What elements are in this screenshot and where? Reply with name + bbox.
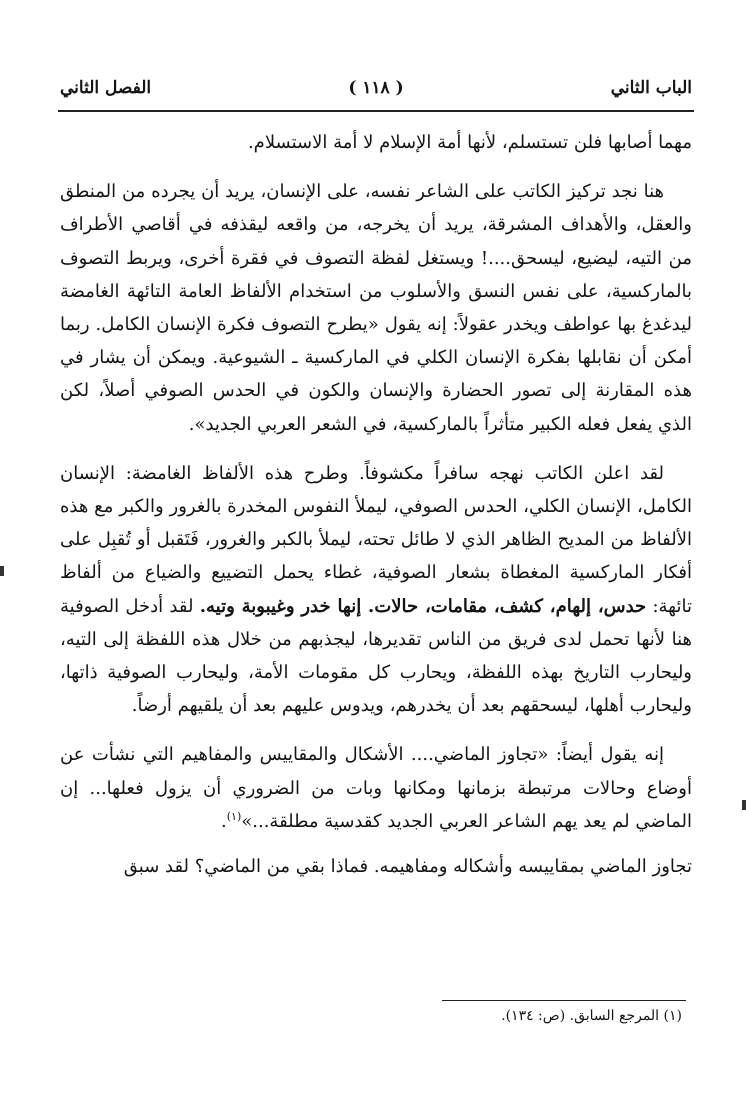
paragraph-3 [60, 457, 692, 723]
section-title: الفصل الثاني [60, 78, 152, 98]
paragraph-3-terms: حدس، إلهام، كشف، مقامات، حالات. إنها خدر وغيبوبة وتيه. [199, 595, 647, 617]
page-number: ( ١١٨ ) [348, 78, 404, 98]
scan-edge-mark [742, 800, 746, 810]
paragraph-4-quote: إنه يقول أيضاً: «تجاوز الماضي.... الأشكال والمقاييس والمفاهيم التي نشأت عن أوضاع وحالات مرتبطة بزمانها ومكانها وبات من الضروري أن يزول فعلها... إن الماضي لم يعد يهم الشاعر العربي الجديد كقدسية مطلقة...» [60, 744, 692, 832]
header-divider [58, 110, 694, 112]
scan-edge-mark [0, 566, 4, 576]
page-header [60, 76, 692, 106]
paragraph-1: مهما أصابها فلن تستسلم، لأنها أمة الإسلام لا أمة الاستسلام. [247, 132, 692, 153]
paragraph-2: هنا نجد تركيز الكاتب على الشاعر نفسه، على الإنسان، يريد أن يجرده من المنطق والعقل، والأهداف المشرقة، يريد أن يخرجه، من واقعه ليقذفه في أقاصي الأطراف من التيه، ليضيع، ليسحق....! ويستغل لفظة التصوف في فقرة أخرى، ويربط التصوف بالماركسية، على نفس النسق والأسلوب من استخدام الألفاظ العامة التائهة الغامضة ليدغدغ بها عواطف ويخدر عقولاً: إنه يقول «يطرح التصوف فكرة الإنسان الكامل. ربما أمكن أن نقابلها بفكرة الإنسان الكلي في الماركسية ـ الشيوعية. ويمكن أن يشار في هذه المقارنة إلى تصور الحضارة والإنسان والكون في الحدس الصوفي أصلاً، لكن الذي يفعل فعله الكبير متأثراً بالماركسية، في الشعر العربي الجديد». [60, 181, 692, 435]
body-text [60, 126, 692, 899]
chapter-title: الباب الثاني [610, 78, 692, 98]
paragraph-3-rest: لقد أدخل الصوفية هنا لأنها تحمل لدى فريق من الناس تقديرها، ليجذبهم من خلال هذه اللفظة إلى التيه، وليحارب التاريخ بهذه اللفظة، ويحارب كل مقومات الأمة، وليحارب الصوفية ذاتها، وليحارب أهلها، ليسحقهم بعد أن يخدرهم، ويدوس عليهم بعد أن يلقيهم أرضاً. [60, 595, 692, 717]
paragraph-5: تجاوز الماضي بمقاييسه وأشكاله ومفاهيمه. فماذا بقي من الماضي؟ لقد سبق [123, 856, 692, 878]
paragraph-3-intro: لقد اعلن الكاتب نهجه سافراً مكشوفاً. وطرح هذه الألفاظ الغامضة: الإنسان الكامل، الإنسان الكلي، الحدس الصوفي، ليملأ النفوس المخدرة بالغرور والكبر مع هذه الألفاظ من المديح الظاهر الذي لا طائل تحته، ليملأ بالكبر والغرور، فَتَقبل أو تُقبِل على أفكار الماركسية المغطاة بشعار الصوفية، غطاء يحمل التضييع والضياع من ألفاظ تائهة: [60, 462, 692, 617]
paragraph-4-end: . [221, 810, 227, 832]
footnote: (١) المرجع السابق. (ص: ١٣٤). [501, 1008, 682, 1024]
footnote-reference: (١) [226, 809, 242, 823]
footnote-divider [442, 1000, 686, 1001]
paragraph-4 [60, 738, 692, 838]
